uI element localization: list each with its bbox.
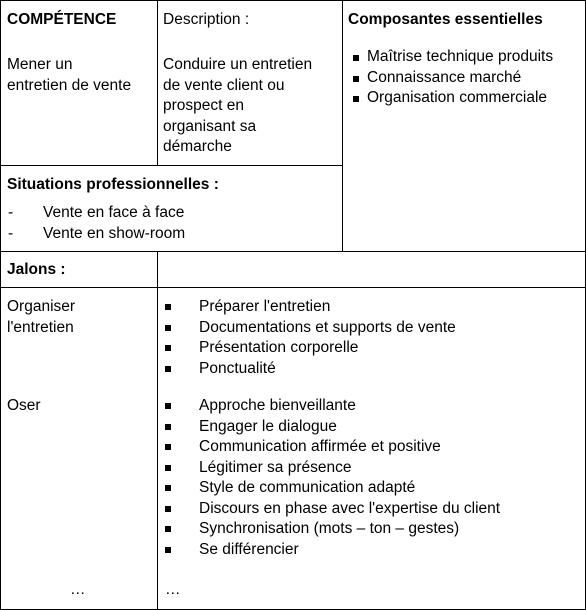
jalon2-item-2: Engager le dialogue xyxy=(199,417,337,435)
situations-heading: Situations professionnelles : xyxy=(7,176,219,193)
description-line-4: organisant sa xyxy=(163,117,257,135)
composante-bullet-1 xyxy=(353,55,359,61)
description-line-5: démarche xyxy=(163,138,232,155)
jalon-label-organiser-line-1: Organiser xyxy=(7,298,76,315)
jalon-label-oser: Oser xyxy=(7,397,41,414)
table-border-left xyxy=(0,0,1,610)
jalons-heading: Jalons : xyxy=(7,261,66,278)
divider-row-situations xyxy=(0,165,343,166)
jalon2-item-3: Communication affirmée et positive xyxy=(199,438,441,455)
jalon2-item-4: Légitimer sa présence xyxy=(199,458,352,476)
jalon1-bullet-3 xyxy=(165,345,171,351)
jalon-label-organiser-line-2: l'entretien xyxy=(7,318,74,336)
situation-dash-2: - xyxy=(8,224,14,242)
jalon2-item-5: Style de communication adapté xyxy=(199,479,416,496)
jalon2-item-8: Se différencier xyxy=(199,540,299,558)
competence-name-line-1: Mener un xyxy=(7,56,73,73)
jalon2-bullet-3 xyxy=(165,444,171,450)
jalon2-item-7: Synchronisation (mots – ton – gestes) xyxy=(199,520,460,537)
jalon1-item-2: Documentations et supports de vente xyxy=(199,318,456,336)
composantes-heading: Composantes essentielles xyxy=(348,11,543,28)
composante-bullet-3 xyxy=(353,96,359,102)
competence-name-line-2: entretien de vente xyxy=(7,76,132,94)
table-border-top xyxy=(0,0,586,1)
divider-col1 xyxy=(157,0,158,166)
jalon1-bullet-2 xyxy=(165,325,171,331)
situation-item-1: Vente en face à face xyxy=(43,204,185,221)
jalon2-bullet-5 xyxy=(165,485,171,491)
divider-row-jalons-body xyxy=(0,287,586,288)
jalon2-bullet-7 xyxy=(165,526,171,532)
jalons-ellipsis-right: … xyxy=(165,581,181,598)
jalon1-item-3: Présentation corporelle xyxy=(199,339,359,356)
competence-heading: COMPÉTENCE xyxy=(7,11,117,28)
description-heading: Description : xyxy=(163,11,250,28)
jalon2-item-6: Discours en phase avec l'expertise du client xyxy=(199,499,501,517)
jalon2-bullet-6 xyxy=(165,506,171,512)
divider-row-jalons xyxy=(0,251,586,252)
jalon2-bullet-4 xyxy=(165,465,171,471)
situation-item-2: Vente en show-room xyxy=(43,224,186,242)
jalon2-bullet-1 xyxy=(165,403,171,409)
description-line-1: Conduire un entretien xyxy=(163,56,313,73)
jalon2-bullet-2 xyxy=(165,424,171,430)
jalon1-bullet-4 xyxy=(165,366,171,372)
jalon1-item-1: Préparer l'entretien xyxy=(199,298,331,315)
composante-item-1: Maîtrise technique produits xyxy=(367,48,554,65)
description-line-3: prospect en xyxy=(163,97,244,114)
jalons-ellipsis-left: … xyxy=(70,581,86,598)
composante-bullet-2 xyxy=(353,76,359,82)
situation-dash-1: - xyxy=(8,204,14,221)
jalon2-item-1: Approche bienveillante xyxy=(199,397,356,414)
description-line-2: de vente client ou xyxy=(163,76,285,94)
jalon1-item-4: Ponctualité xyxy=(199,359,276,377)
divider-col2 xyxy=(342,0,343,252)
divider-jalons-col xyxy=(157,251,158,610)
composante-item-3: Organisation commerciale xyxy=(367,89,548,106)
jalon2-bullet-8 xyxy=(165,547,171,553)
composante-item-2: Connaissance marché xyxy=(367,68,522,86)
jalon1-bullet-1 xyxy=(165,304,171,310)
